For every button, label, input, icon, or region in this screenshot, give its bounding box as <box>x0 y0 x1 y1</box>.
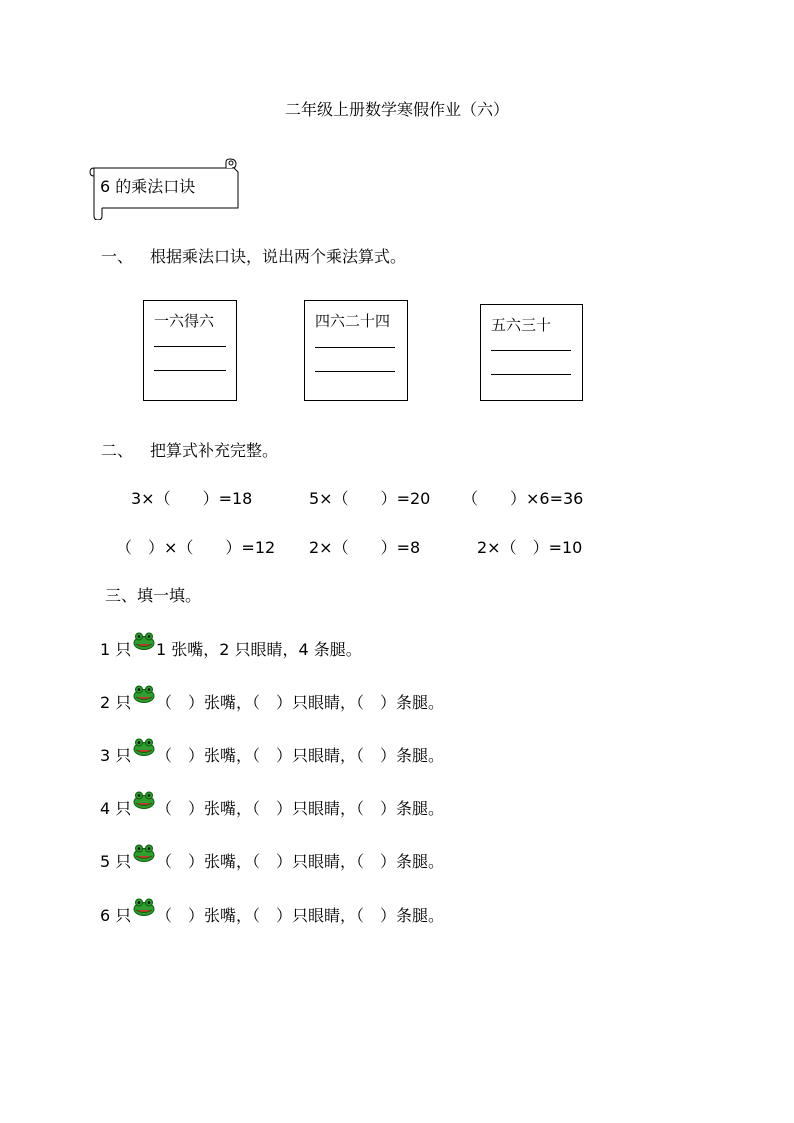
section2-instruction: 把算式补充完整。 <box>150 441 279 460</box>
card-phrase: 一六得六 <box>154 312 215 330</box>
section1-number: 一、 <box>101 247 134 266</box>
frog-sentence[interactable]: （ ）张嘴，（ ）只眼睛，（ ）条腿。 <box>156 799 445 818</box>
answer-line[interactable] <box>491 374 571 375</box>
frog-count: 6 只 <box>100 906 132 925</box>
section1-instruction: 根据乘法口诀，说出两个乘法算式。 <box>150 247 407 266</box>
answer-line[interactable] <box>154 346 226 347</box>
frog-sentence[interactable]: （ ）张嘴，（ ）只眼睛，（ ）条腿。 <box>156 693 445 712</box>
frog-icon <box>133 738 155 756</box>
equation[interactable]: 2×（ ）=8 <box>309 538 421 557</box>
frog-count: 2 只 <box>100 693 132 712</box>
equation[interactable]: 5×（ ）=20 <box>309 489 431 508</box>
section2-number: 二、 <box>101 441 134 460</box>
frog-count: 3 只 <box>100 746 132 765</box>
frog-sentence[interactable]: 1 张嘴，2 只眼睛，4 条腿。 <box>156 640 362 659</box>
frog-count: 1 只 <box>100 640 132 659</box>
frog-sentence[interactable]: （ ）张嘴，（ ）只眼睛，（ ）条腿。 <box>156 852 445 871</box>
frog-icon <box>133 791 155 809</box>
card-phrase: 五六三十 <box>491 316 552 334</box>
banner-label: 6 的乘法口诀 <box>100 177 196 196</box>
frog-sentence[interactable]: （ ）张嘴，（ ）只眼睛，（ ）条腿。 <box>156 906 445 925</box>
frog-icon <box>133 685 155 703</box>
answer-line[interactable] <box>315 371 395 372</box>
card-phrase: 四六二十四 <box>315 312 391 330</box>
frog-count: 5 只 <box>100 852 132 871</box>
answer-line[interactable] <box>491 350 571 351</box>
equation[interactable]: （ ）×（ ）=12 <box>116 538 276 557</box>
section3-heading: 三、填一填。 <box>105 586 202 605</box>
frog-count: 4 只 <box>100 799 132 818</box>
equation[interactable]: 3×（ ）=18 <box>131 489 253 508</box>
formula-card-2 <box>304 300 408 401</box>
frog-sentence[interactable]: （ ）张嘴，（ ）只眼睛，（ ）条腿。 <box>156 746 445 765</box>
frog-icon <box>133 898 155 916</box>
formula-card-1 <box>143 300 237 401</box>
equation[interactable]: （ ）×6=36 <box>462 489 584 508</box>
frog-icon <box>133 844 155 862</box>
worksheet-title: 二年级上册数学寒假作业（六） <box>284 100 509 119</box>
answer-line[interactable] <box>154 370 226 371</box>
equation[interactable]: 2×（ ）=10 <box>477 538 583 557</box>
formula-card-3 <box>480 304 583 401</box>
frog-icon <box>133 632 155 650</box>
answer-line[interactable] <box>315 347 395 348</box>
